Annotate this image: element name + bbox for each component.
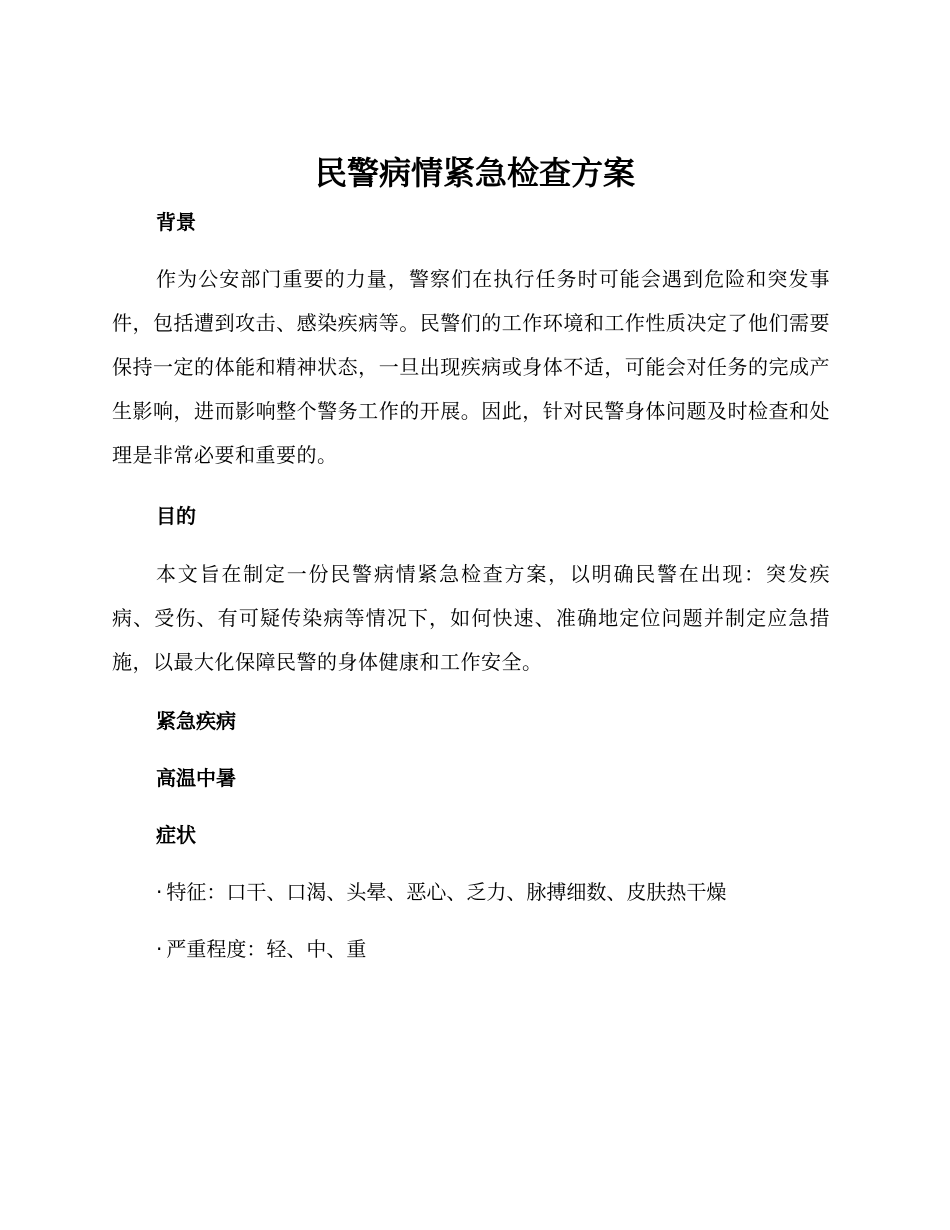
bullet-dot-icon: · — [156, 880, 163, 904]
document-title: 民警病情紧急检查方案 — [314, 154, 635, 192]
bullet-text-features: 特征：口干、口渴、头晕、恶心、乏力、脉搏细数、皮肤热干燥 — [166, 880, 727, 904]
bullet-item — [156, 934, 366, 964]
bullet-item — [156, 877, 726, 907]
bullet-dot-icon: · — [156, 937, 163, 961]
subheading-symptoms: 症状 — [156, 823, 196, 847]
bullet-text-severity: 严重程度：轻、中、重 — [166, 937, 367, 961]
subheading-heatstroke: 高温中暑 — [156, 766, 236, 790]
section-heading-purpose: 目的 — [156, 504, 196, 528]
paragraph-background: 作为公安部门重要的力量，警察们在执行任务时可能会遇到危险和突发事件，包括遭到攻击、感染疾病等。民警们的工作环境和工作性质决定了他们需要保持一定的体能和精神状态，一旦出现疾病或身体不适，可能会对任务的完成产生影响，进而影响整个警务工作的开展。因此，针对民警身体问题及时检查和处理是非常必要和重要的。 — [112, 267, 830, 467]
paragraph-purpose: 本文旨在制定一份民警病情紧急检查方案，以明确民警在出现：突发疾病、受伤、有可疑传染病等情况下，如何快速、准确地定位问题并制定应急措施，以最大化保障民警的身体健康和工作安全。 — [112, 562, 830, 674]
section-heading-background: 背景 — [156, 210, 196, 234]
section-heading-emergency: 紧急疾病 — [156, 709, 236, 733]
